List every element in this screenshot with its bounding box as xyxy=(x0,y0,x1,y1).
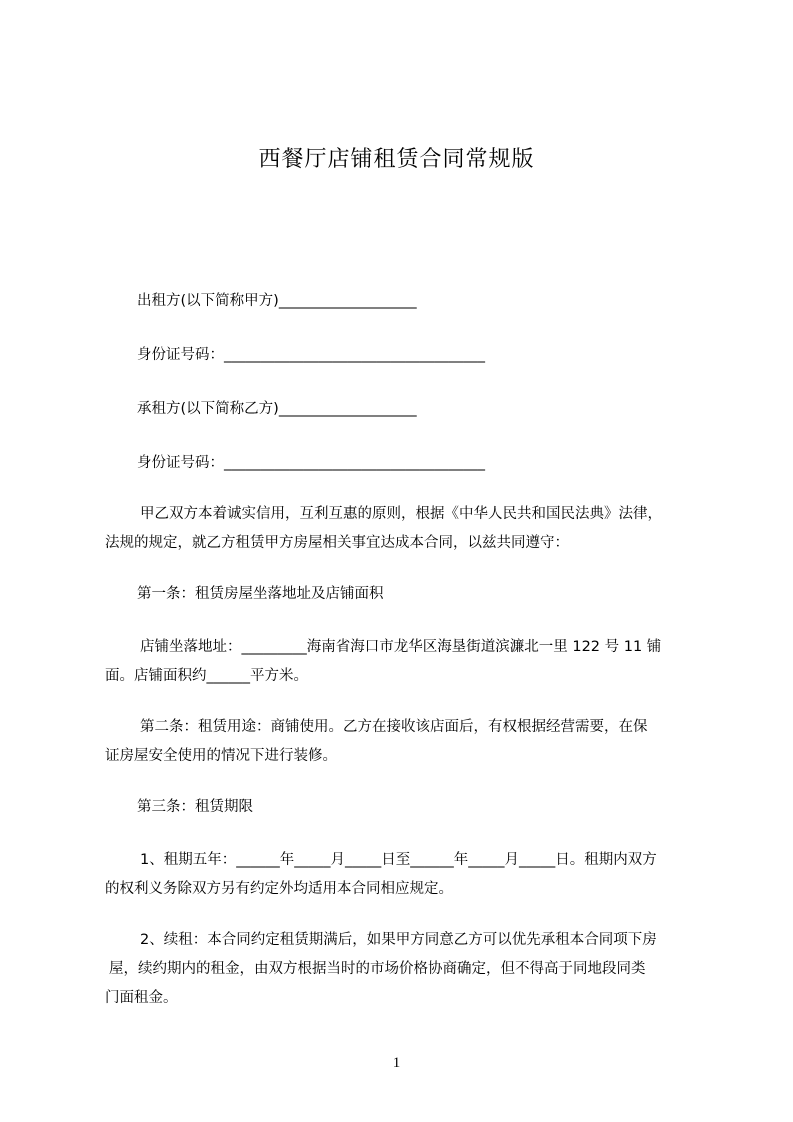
lessor-line: 出租方(以下简称甲方)___________________ xyxy=(137,293,417,309)
article3-item2-line-2: 屋，续约期内的租金，由双方根据当时的市场价格协商确定，但不得高于同地段同类 xyxy=(109,961,646,977)
preamble-line-2: 法规的规定，就乙方租赁甲方房屋相关事宜达成本合同，以兹共同遵守： xyxy=(105,535,569,551)
page-number: 1 xyxy=(392,1055,401,1071)
article1-heading: 第一条：租赁房屋坐落地址及店铺面积 xyxy=(137,586,384,602)
article1-body xyxy=(103,633,703,691)
article3-item1-line-2: 的权利义务除双方另有约定外均适用本合同相应规定。 xyxy=(105,881,453,897)
preamble-paragraph xyxy=(103,500,703,558)
document-title: 西餐厅店铺租赁合同常规版 xyxy=(258,147,535,172)
article3-item1 xyxy=(103,846,703,904)
article2-line-1: 第二条：租赁用途：商铺使用。乙方在接收该店面后，有权根据经营需要，在保 xyxy=(140,719,648,735)
lessee-line: 承租方(以下简称乙方)___________________ xyxy=(137,401,417,417)
article3-item1-line-1: 1、租期五年：______年_____月_____日至______年_____月_____日。租期内双方 xyxy=(140,852,657,868)
preamble-line-1: 甲乙双方本着诚实信用，互利互惠的原则，根据《中华人民共和国民法典》法律， xyxy=(140,506,662,522)
article3-item2 xyxy=(103,926,703,1013)
article2-paragraph xyxy=(103,713,703,771)
article3-item2-line-3: 门面租金。 xyxy=(105,990,178,1006)
article3-item2-line-1: 2、续租：本合同约定租赁期满后，如果甲方同意乙方可以优先承租本合同项下房 xyxy=(140,932,657,948)
article2-line-2: 证房屋安全使用的情况下进行装修。 xyxy=(105,748,337,764)
article3-heading: 第三条：租赁期限 xyxy=(137,799,253,815)
lessee-id-line: 身份证号码：____________________________________ xyxy=(137,455,485,471)
article1-body-line-1: 店铺坐落地址：_________海南省海口市龙华区海垦街道滨濂北一里 122 号 11 铺 xyxy=(140,639,662,655)
article1-body-line-2: 面。店铺面积约______平方米。 xyxy=(105,668,308,684)
lessor-id-line: 身份证号码：____________________________________ xyxy=(137,347,485,363)
